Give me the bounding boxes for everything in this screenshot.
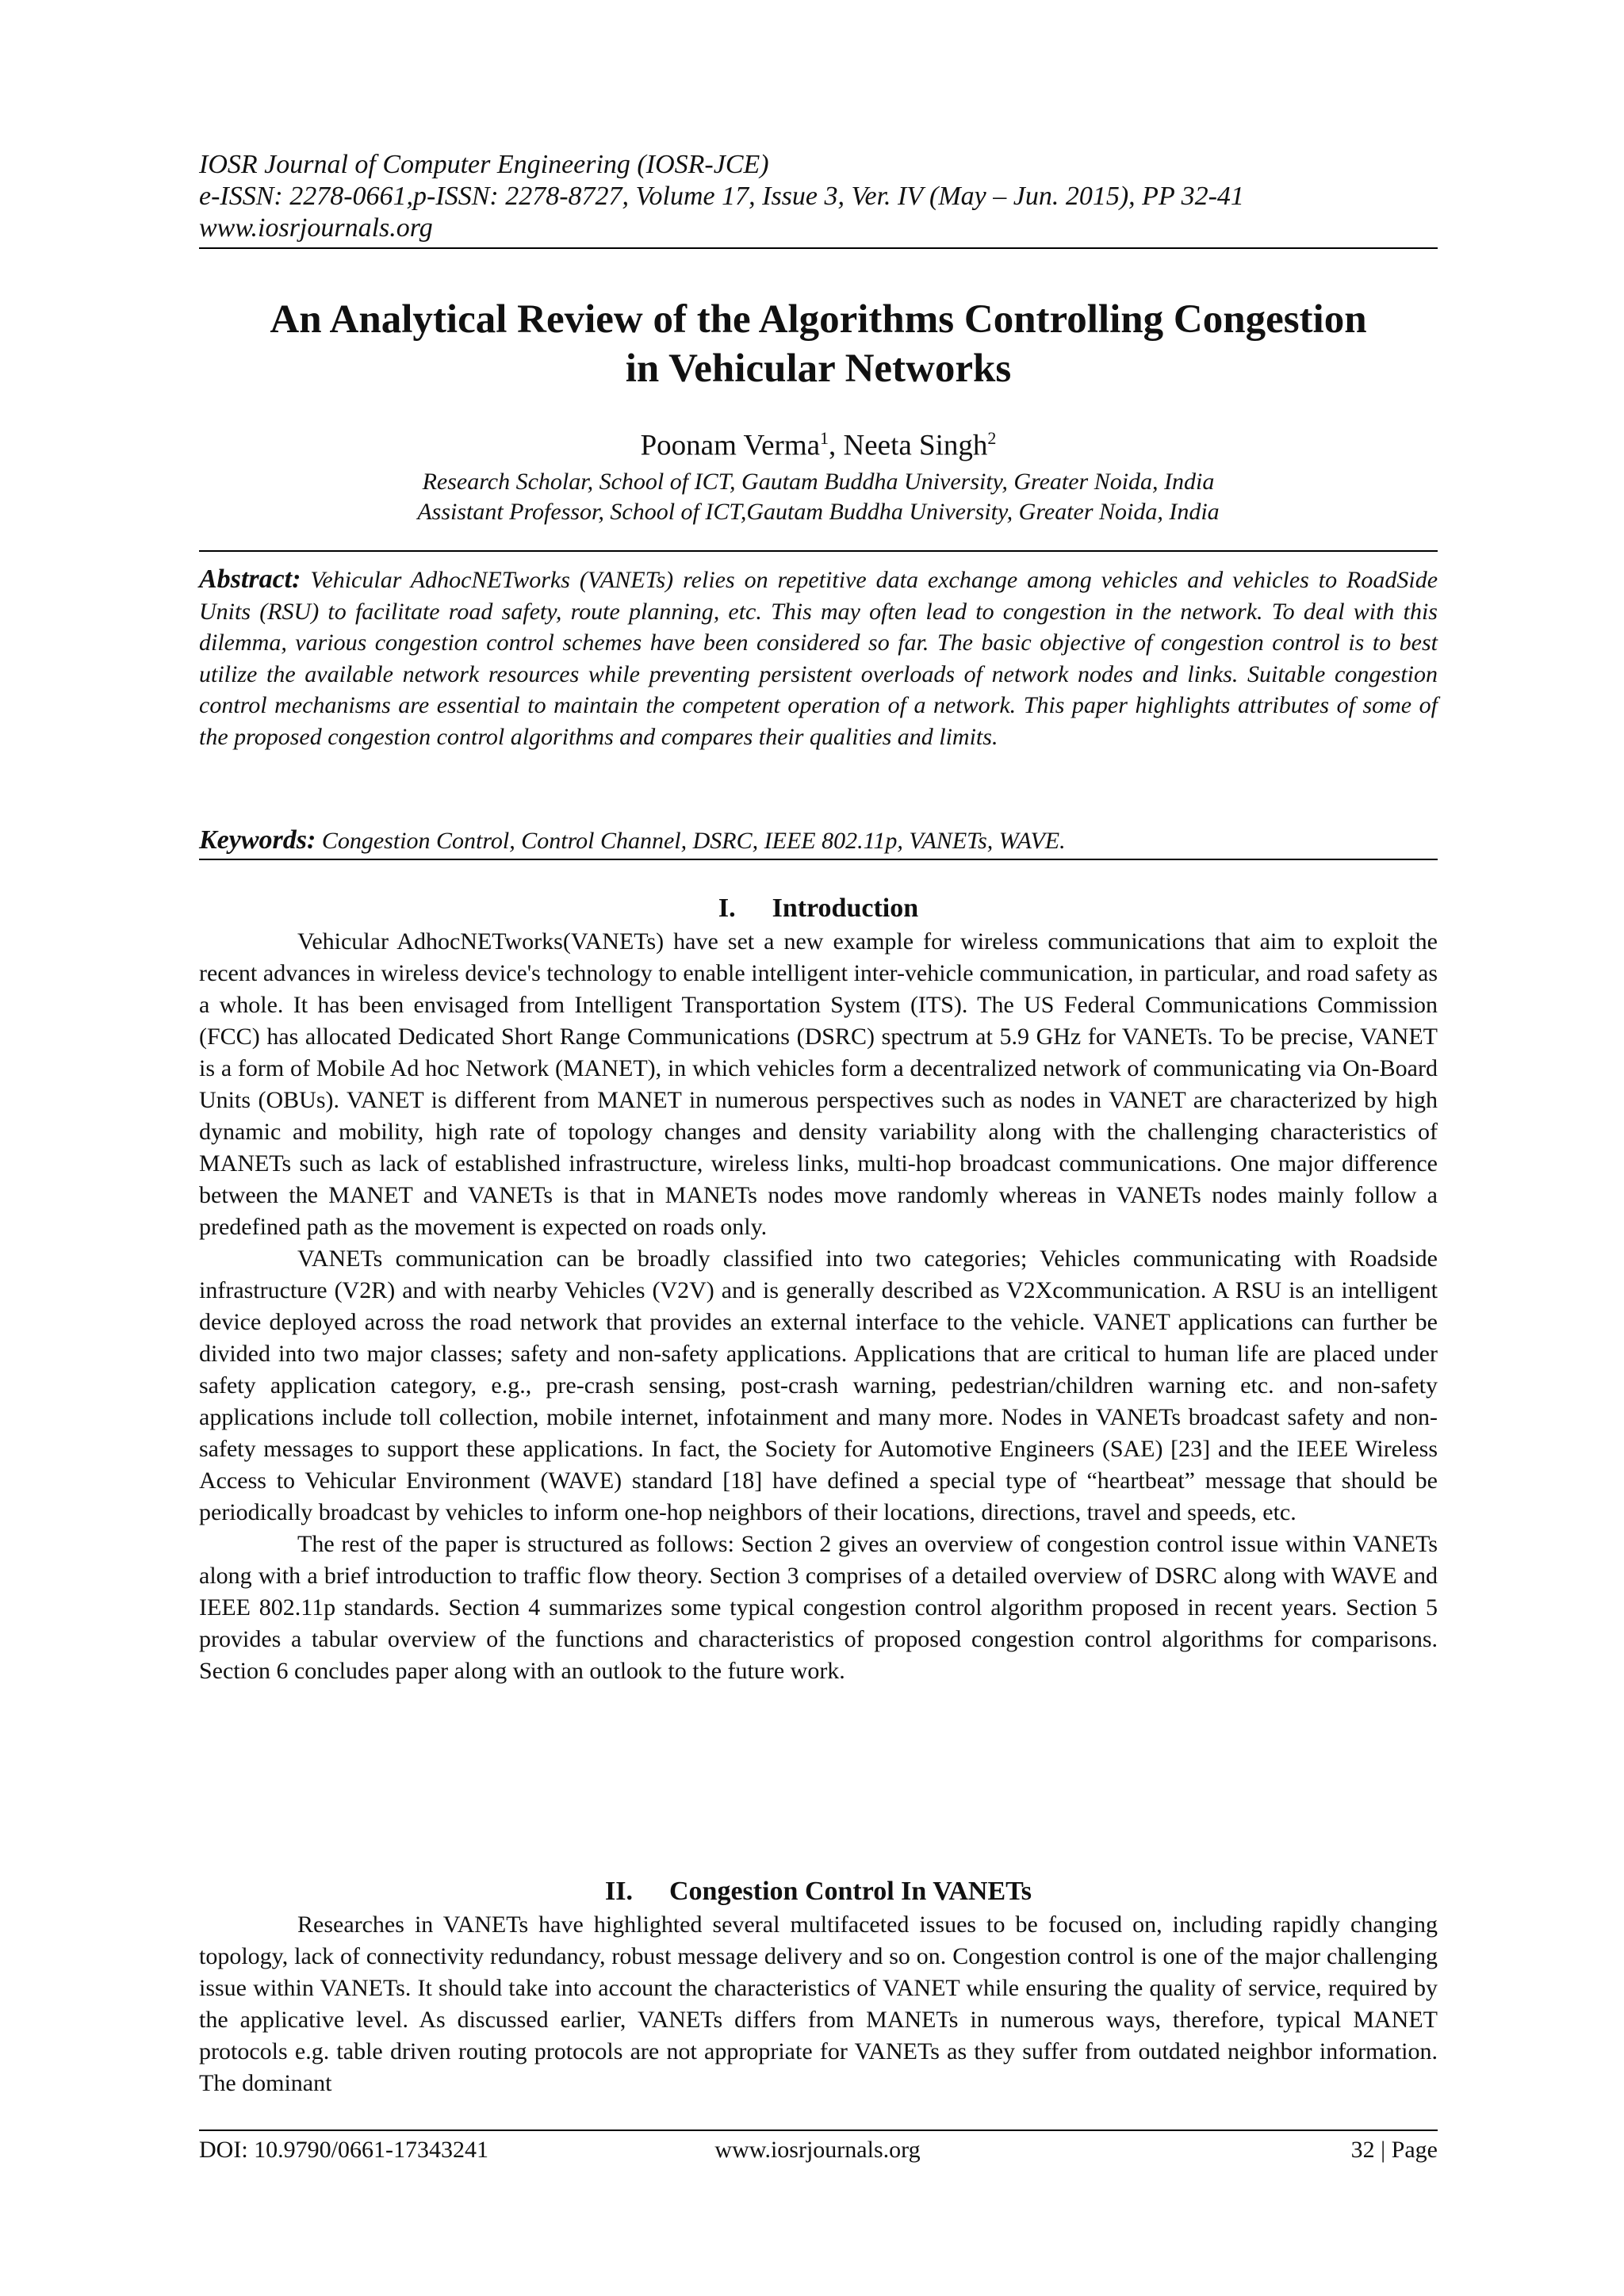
journal-website: www.iosrjournals.org: [199, 213, 433, 243]
footer-page-number: 32 | Page: [1350, 2137, 1438, 2163]
authors: [199, 421, 1438, 463]
footer-website: www.iosrjournals.org: [714, 2137, 921, 2163]
author-affiliation-mark: 1: [820, 428, 829, 448]
journal-name: IOSR Journal of Computer Engineering (IOSR-JCE): [199, 150, 769, 179]
paper-title-line-2: in Vehicular Networks: [625, 346, 1012, 391]
abstract-label: Abstract:: [199, 564, 301, 594]
journal-header: [199, 149, 1438, 249]
paragraph: The rest of the paper is structured as follows: Section 2 gives an overview of congestion control issue within VANETs along with a brief introduction to traffic flow theory. Section 3 comprises of a detailed overview of DSRC along with WAVE and IEEE 802.11p standards. Section 4 summarizes some typical congestion control algorithm proposed in recent years. Section 5 provides a tabular overview of the functions and characteristics of proposed congestion control algorithms for comparisons. Section 6 concludes paper along with an outlook to the future work.: [199, 1531, 1438, 1684]
author-affiliation-mark: 2: [987, 428, 997, 448]
abstract-text: Vehicular AdhocNETworks (VANETs) relies on repetitive data exchange among vehicles and vehicles to RoadSide Units (RSU) to facilitate road safety, route planning, etc. This may often lead to congestion in the network. To deal with this dilemma, various congestion control schemes have been considered so far. The basic objective of congestion control is to best utilize the available network resources while preventing persistent overloads of network nodes and links. Suitable congestion control mechanisms are essential to maintain the competent operation of a network. This paper highlights attributes of some of the proposed congestion control algorithms and compares their qualities and limits.: [199, 567, 1438, 750]
author-name: Neeta Singh: [843, 429, 988, 462]
author-separator: ,: [829, 429, 844, 462]
paper-title-line-1: An Analytical Review of the Algorithms Controlling Congestion: [270, 297, 1367, 342]
footer-doi: DOI: 10.9790/0661-17343241: [199, 2137, 488, 2163]
affiliation-2: Assistant Professor, School of ICT,Gautam Buddha University, Greater Noida, India: [417, 499, 1220, 525]
section-number: II.: [605, 1877, 633, 1906]
keywords-label: Keywords:: [199, 825, 316, 855]
abstract-top-rule: [199, 550, 1438, 552]
keywords-bottom-rule: [199, 859, 1438, 860]
section-title: Introduction: [772, 894, 919, 923]
paragraph: VANETs communication can be broadly classified into two categories; Vehicles communicating with Roadside infrastructure (V2R) and with nearby Vehicles (V2V) and is generally described as V2Xcommunication. A RSU is an intelligent device deployed across the road network that provides an external interface to the vehicle. VANET applications can further be divided into two major classes; safety and non-safety applications. Applications that are critical to human life are placed under safety application category, e.g., pre-crash sensing, post-crash warning, pedestrian/children warning etc. and non-safety applications include toll collection, mobile internet, infotainment and many more. Nodes in VANETs broadcast safety and non-safety messages to support these applications. In fact, the Society for Automotive Engineers (SAE) [23] and the IEEE Wireless Access to Vehicular Environment (WAVE) standard [18] have defined a special type of “heartbeat” message that should be periodically broadcast by vehicles to inform one-hop neighbors of their locations, directions, travel and speeds, etc.: [199, 1246, 1438, 1525]
affiliation-1: Research Scholar, School of ICT, Gautam Buddha University, Greater Noida, India: [422, 469, 1215, 495]
paragraph: Researches in VANETs have highlighted several multifaceted issues to be focused on, including rapidly changing topology, lack of connectivity redundancy, robust message delivery and so on. Congestion control is one of the major challenging issue within VANETs. It should take into account the characteristics of VANET while ensuring the quality of service, required by the applicative level. As discussed earlier, VANETs differs from MANETs in numerous ways, therefore, typical MANET protocols e.g. table driven routing protocols are not appropriate for VANETs as they suffer from outdated neighbor information. The dominant: [199, 1911, 1438, 2096]
affiliations: [199, 467, 1438, 527]
congestion-control-body: [199, 1909, 1438, 2099]
section-heading-introduction: [199, 893, 1438, 924]
page-footer: [199, 2130, 1438, 2163]
abstract: [199, 564, 1438, 752]
section-title: Congestion Control In VANETs: [669, 1877, 1032, 1906]
paper-title: [199, 295, 1438, 393]
author-name: Poonam Verma: [640, 429, 821, 462]
section-heading-congestion-control: [199, 1876, 1438, 1908]
keywords-text: Congestion Control, Control Channel, DSRC, IEEE 802.11p, VANETs, WAVE.: [321, 828, 1066, 854]
section-number: I.: [718, 894, 736, 923]
journal-issn-line: e-ISSN: 2278-0661,p-ISSN: 2278-8727, Volume 17, Issue 3, Ver. IV (May – Jun. 2015), PP 32-41: [199, 182, 1244, 211]
paragraph: Vehicular AdhocNETworks(VANETs) have set a new example for wireless communications that aim to exploit the recent advances in wireless device's technology to enable intelligent inter-vehicle communication, in particular, and road safety as a whole. It has been envisaged from Intelligent Transportation System (ITS). The US Federal Communications Commission (FCC) has allocated Dedicated Short Range Communications (DSRC) spectrum at 5.9 GHz for VANETs. To be precise, VANET is a form of Mobile Ad hoc Network (MANET), in which vehicles form a decentralized network of communicating via On-Board Units (OBUs). VANET is different from MANET in numerous perspectives such as nodes in VANET are characterized by high dynamic and mobility, high rate of topology changes and density variability along with the challenging characteristics of MANETs such as lack of established infrastructure, wireless links, multi-hop broadcast communications. One major difference between the MANET and VANETs is that in MANETs nodes move randomly whereas in VANETs nodes mainly follow a predefined path as the movement is expected on roads only.: [199, 928, 1438, 1240]
introduction-body: [199, 926, 1438, 1687]
keywords: [199, 825, 1438, 857]
